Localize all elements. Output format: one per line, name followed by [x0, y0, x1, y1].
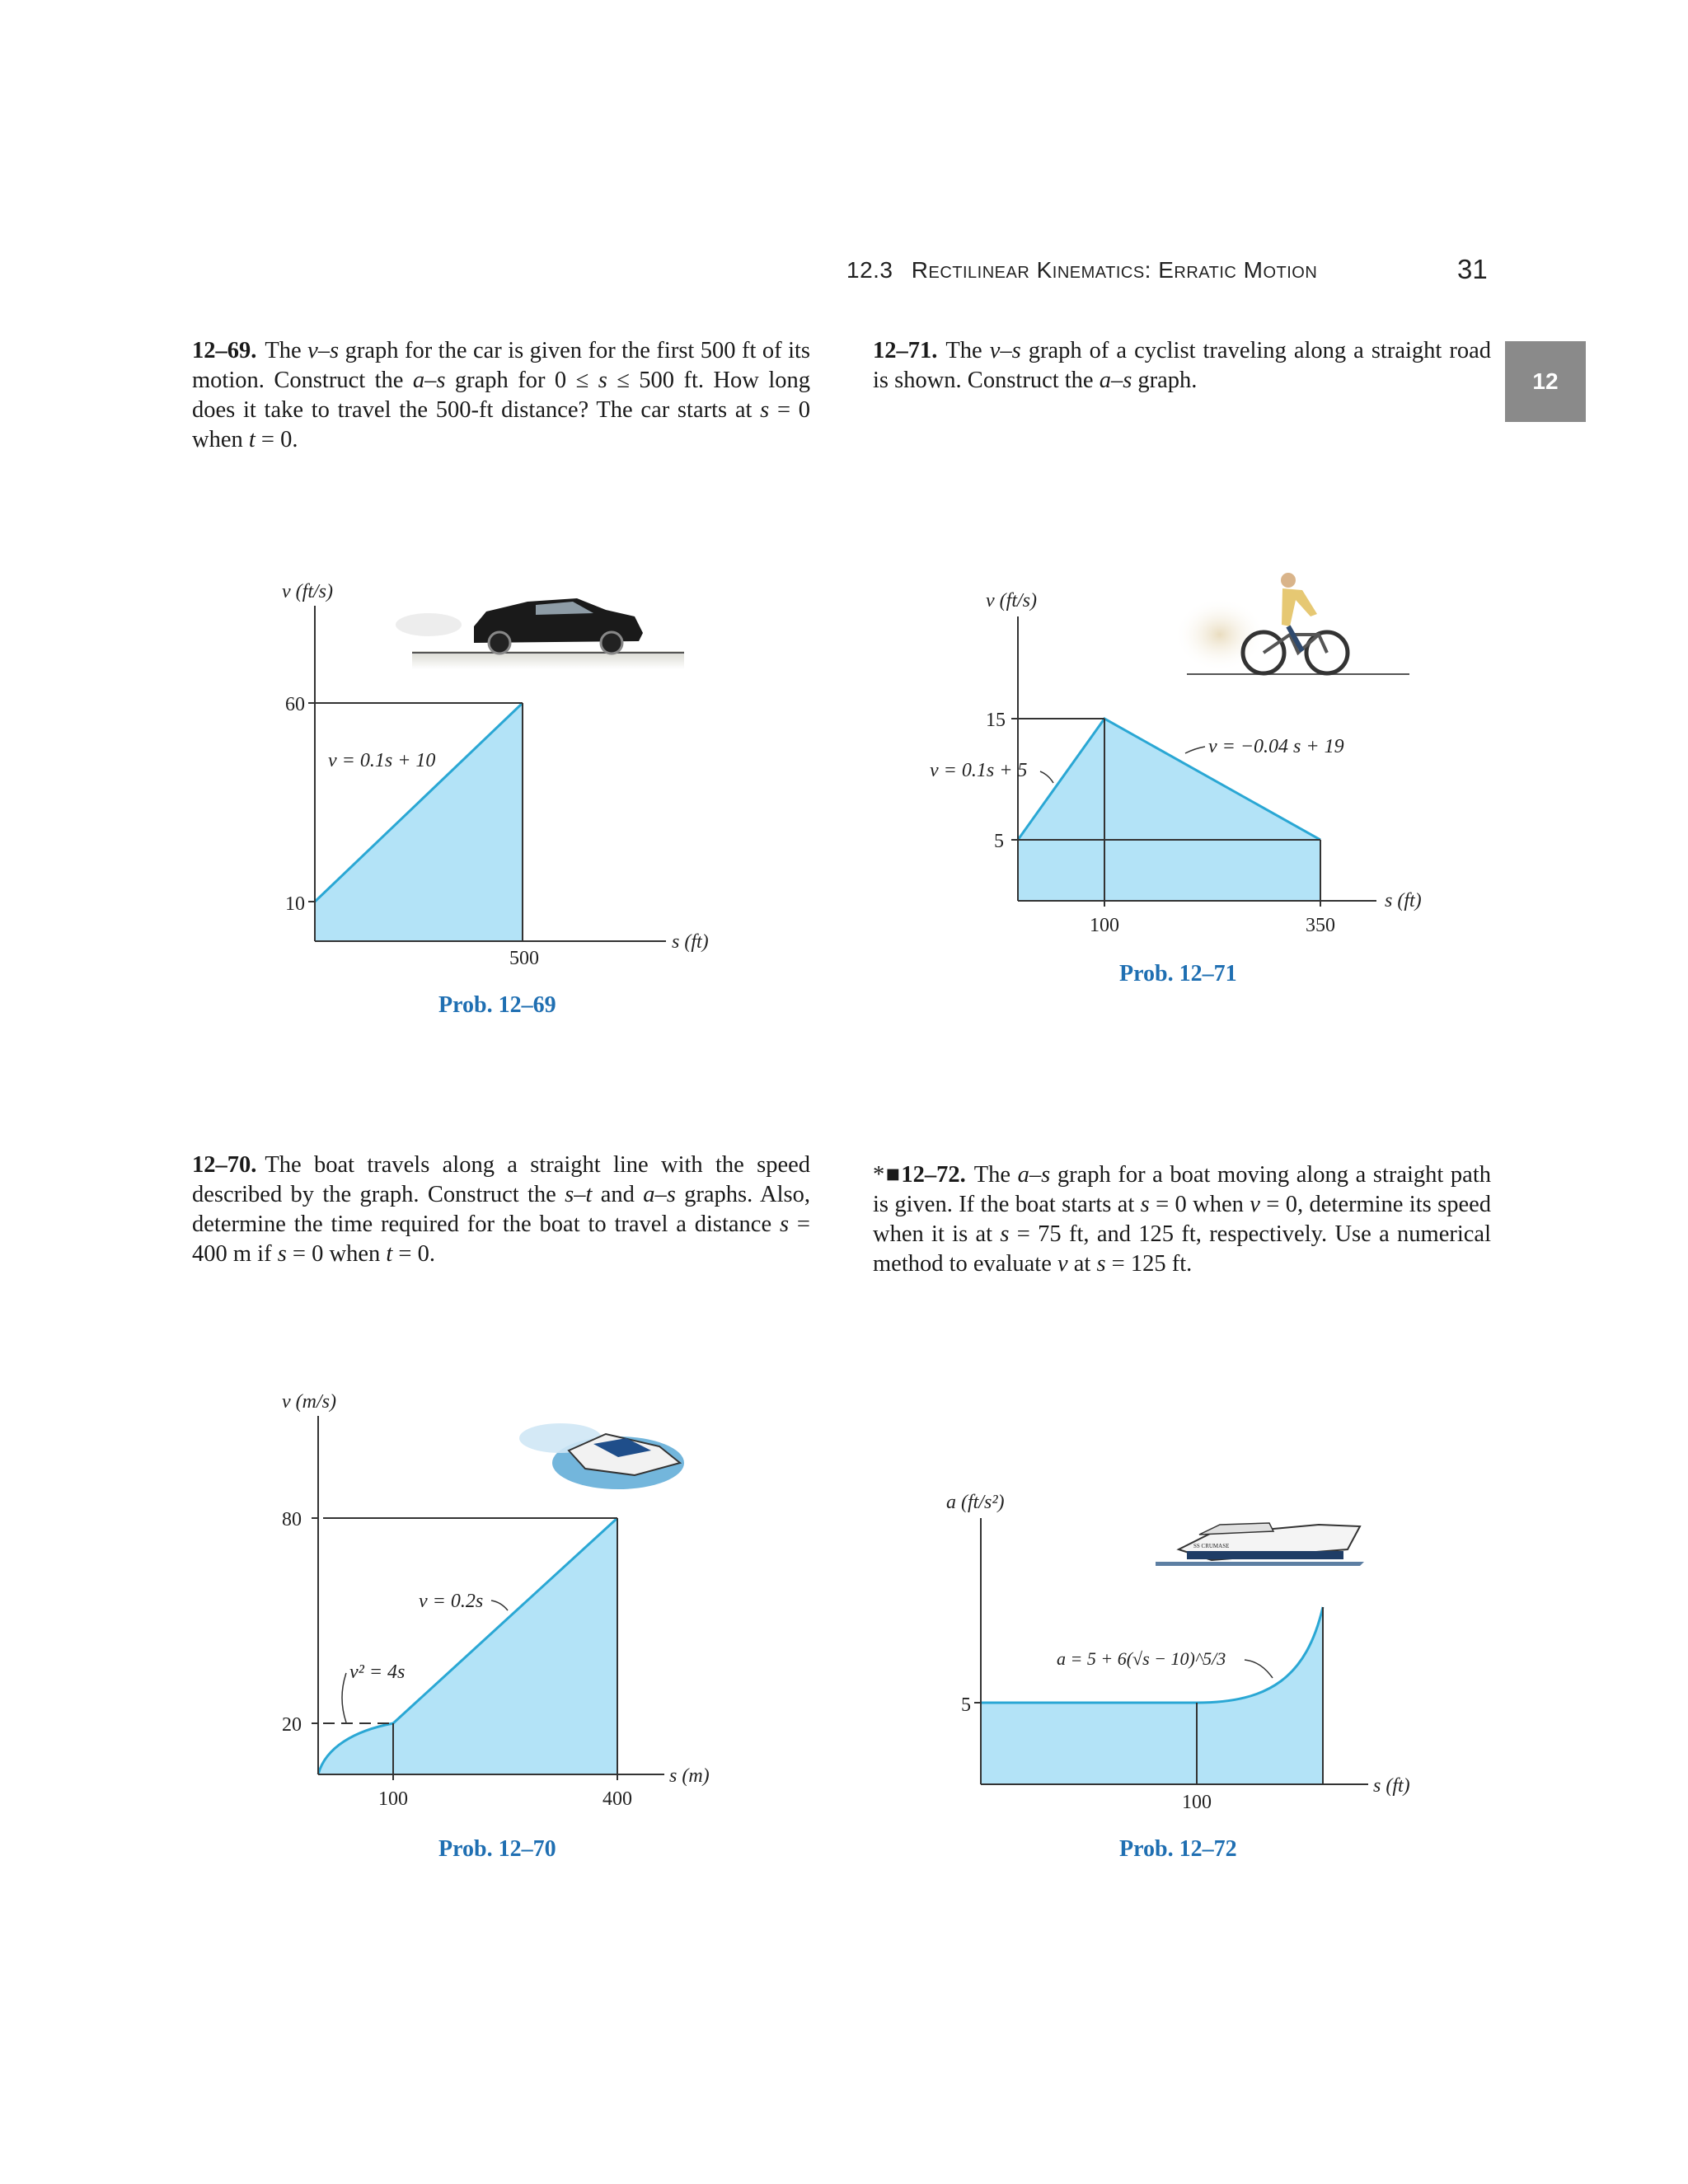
problem-text: and — [592, 1182, 644, 1207]
y-tick-80: 80 — [282, 1509, 302, 1530]
x-axis-label: s (ft) — [1373, 1775, 1410, 1797]
chapter-tab: 12 — [1505, 341, 1586, 422]
problem-var: a–s — [1017, 1162, 1051, 1188]
equation-line-label: v = 0.2s — [419, 1591, 484, 1612]
x-tick-500: 500 — [509, 948, 539, 969]
area-under-curve — [981, 1607, 1323, 1784]
problem-var: a–s — [412, 368, 446, 393]
x-tick-100: 100 — [1090, 915, 1119, 936]
x-tick-100: 100 — [1182, 1792, 1212, 1813]
problem-var: s — [779, 1212, 790, 1237]
problem-var: v — [1057, 1251, 1068, 1277]
y-tick-5: 5 — [994, 831, 1004, 852]
x-tick-350: 350 — [1306, 915, 1335, 936]
equation-curve-leader — [342, 1673, 346, 1722]
problem-var: s — [760, 397, 770, 423]
problem-var: t — [248, 427, 256, 452]
y-axis-label: v (m/s) — [282, 1391, 336, 1413]
problem-number: 12–71. — [873, 338, 938, 363]
problem-var: a–s — [643, 1182, 676, 1207]
equation-left-label: v = 0.1s + 5 — [930, 760, 1028, 781]
equation-leader — [1245, 1660, 1273, 1678]
equation-label: a = 5 + 6(√s − 10)^5/3 — [1057, 1648, 1226, 1669]
figure-12-71 — [930, 573, 1422, 936]
y-tick-10: 10 — [285, 893, 305, 915]
equation-label: v = 0.1s + 10 — [328, 750, 436, 771]
equation-left-leader — [1040, 771, 1053, 783]
y-tick-15: 15 — [986, 710, 1006, 731]
equation-curve-label: v² = 4s — [349, 1661, 406, 1683]
problem-number: 12–69. — [192, 338, 257, 363]
problem-var: a–s — [1099, 368, 1132, 393]
problem-text: graph for 0 ≤ — [445, 368, 598, 393]
problem-text: graph for the car is given for the first 500 ft of its motion. Construct the — [192, 338, 811, 393]
problem-text: = 400 m if — [192, 1212, 810, 1267]
problem-text: graph for a boat moving along a straight path is given. If the boat starts at — [873, 1162, 1491, 1217]
problem-var: s — [1000, 1221, 1010, 1247]
problem-text: The — [945, 338, 990, 363]
caption-12-72: Prob. 12–72 — [1119, 1836, 1237, 1862]
problem-text: = 0. — [255, 427, 298, 452]
figure-12-72 — [946, 1492, 1410, 1813]
problem-text: graph of a cyclist traveling along a straight road is shown. Construct the — [873, 338, 1491, 393]
problem-var: s–t — [565, 1182, 593, 1207]
problem-number: 12–70. — [192, 1152, 257, 1178]
figure-12-69 — [282, 581, 709, 969]
x-tick-100: 100 — [378, 1788, 408, 1810]
problem-var: v–s — [307, 338, 340, 363]
y-tick-5: 5 — [961, 1694, 971, 1716]
equation-right-leader — [1185, 747, 1205, 753]
area-under-curve — [318, 1518, 617, 1774]
problem-var: s — [598, 368, 607, 393]
jetski-illustration — [519, 1423, 684, 1489]
problem-marker: *■ — [873, 1162, 902, 1188]
x-axis-label: s (ft) — [1385, 890, 1422, 912]
problem-var: t — [386, 1241, 393, 1267]
y-axis-label: v (ft/s) — [282, 581, 333, 602]
y-axis-label: a (ft/s²) — [946, 1492, 1005, 1513]
section-title: Rectilinear Kinematics: Erratic Motion — [911, 257, 1318, 283]
problem-var: s — [1140, 1192, 1150, 1217]
x-axis-label: s (m) — [669, 1765, 710, 1787]
problem-var: s — [1096, 1251, 1106, 1277]
caption-12-69: Prob. 12–69 — [438, 992, 556, 1018]
problem-var: v — [1250, 1192, 1260, 1217]
page-number: 31 — [1457, 254, 1488, 284]
cyclist-illustration — [1175, 573, 1409, 674]
problem-text: at — [1067, 1251, 1097, 1277]
problem-text: graph. — [1132, 368, 1198, 393]
y-tick-60: 60 — [285, 694, 305, 715]
problem-text: = 75 ft, and 125 ft, respectively. Use a numerical method to evaluate — [873, 1221, 1491, 1277]
figure-12-70 — [282, 1391, 710, 1810]
problem-text: The — [973, 1162, 1018, 1188]
problem-text: The boat travels along a straight line with the speed described by the graph. Construct the — [192, 1152, 810, 1207]
problem-text: = 0 when — [192, 397, 810, 452]
boat-name: SS CRUMASE — [1193, 1543, 1230, 1549]
x-tick-400: 400 — [603, 1788, 632, 1810]
equation-right-label: v = −0.04 s + 19 — [1208, 736, 1344, 757]
y-tick-20: 20 — [282, 1714, 302, 1736]
boat-illustration — [1156, 1523, 1364, 1566]
caption-12-70: Prob. 12–70 — [438, 1836, 556, 1862]
problem-text: = 0, determine its speed when it is at — [873, 1192, 1491, 1247]
equation-line-leader — [491, 1601, 508, 1610]
y-axis-label: v (ft/s) — [986, 590, 1037, 612]
problem-text: = 0 when — [286, 1241, 387, 1267]
area-under-curve — [315, 703, 523, 941]
problem-text: = 0. — [392, 1241, 435, 1267]
problem-text: The — [265, 338, 308, 363]
problem-text: = 125 ft. — [1105, 1251, 1193, 1277]
x-axis-label: s (ft) — [672, 931, 709, 953]
section-number: 12.3 — [846, 257, 893, 283]
problem-text: ≤ 500 ft. How long does it take to travel the 500-ft distance? The car starts at — [192, 368, 811, 423]
car-illustration — [396, 598, 684, 669]
problem-text: = 0 when — [1149, 1192, 1250, 1217]
problem-number: 12–72. — [901, 1162, 966, 1188]
caption-12-71: Prob. 12–71 — [1119, 961, 1237, 987]
problem-var: v–s — [989, 338, 1021, 363]
problem-text: graphs. Also, determine the time required for the boat to travel a distance — [192, 1182, 810, 1237]
problem-var: s — [277, 1241, 287, 1267]
